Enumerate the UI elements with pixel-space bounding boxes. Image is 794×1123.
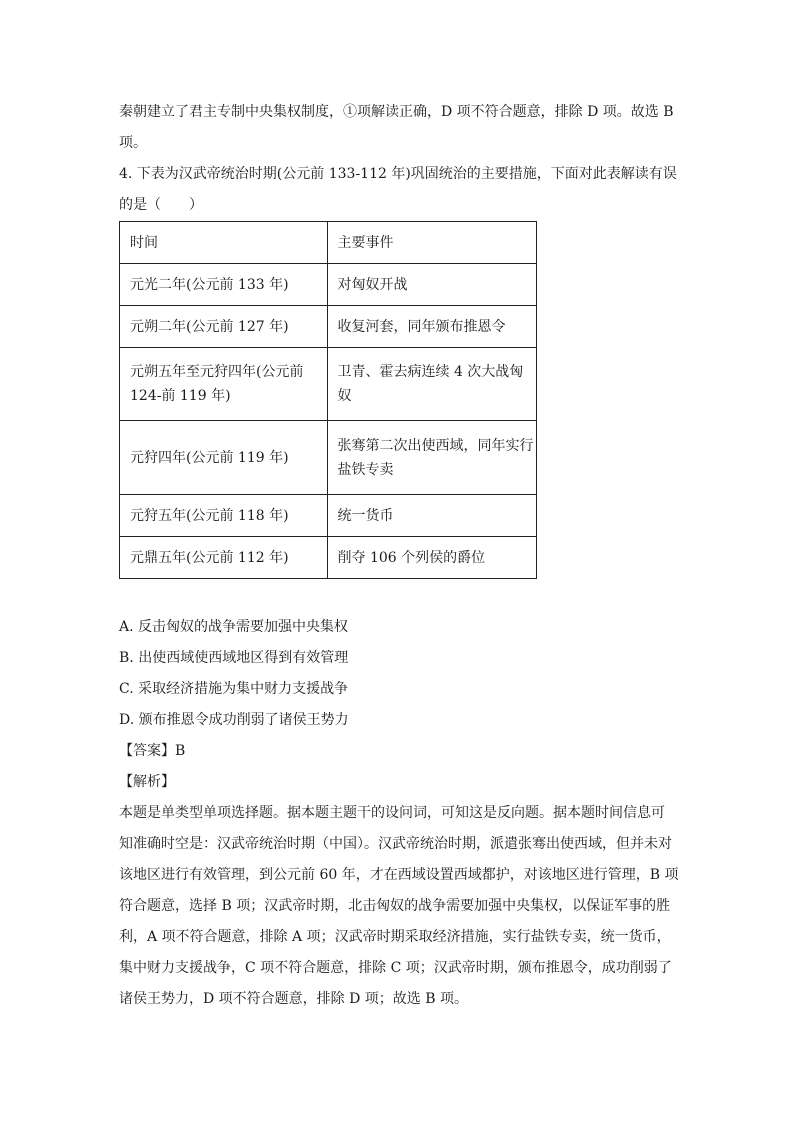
analysis-line-7: 诸侯王势力，D 项不符合题意，排除 D 项；故选 B 项。: [119, 991, 468, 1007]
table-row: [120, 495, 537, 537]
table-cell-event: 张骞第二次出使西域，同年实行盐铁专卖: [327, 421, 537, 495]
table-cell-event: 收复河套，同年颁布推恩令: [327, 306, 537, 348]
table-row: [120, 348, 537, 421]
table-cell-time: 元光二年(公元前 133 年): [120, 264, 328, 306]
table-cell-event: 削夺 106 个列侯的爵位: [327, 537, 537, 579]
option-d: D. 颁布推恩令成功削弱了诸侯王势力: [119, 712, 349, 728]
table-cell-event: 卫青、霍去病连续 4 次大战匈奴: [327, 348, 537, 421]
analysis-line-2: 知准确时空是：汉武帝统治时期（中国）。汉武帝统治时期，派遣张骞出使西域，但并未对: [119, 836, 672, 852]
table-cell-time: 元鼎五年(公元前 112 年): [120, 537, 328, 579]
measures-table: [119, 221, 537, 579]
analysis-line-5: 利，A 项不符合题意，排除 A 项；汉武帝时期采取经济措施，实行盐铁专卖，统一货币，: [119, 929, 671, 945]
question-stem-line-2: 的是（ ）: [119, 197, 203, 213]
table-cell-time: 元狩五年(公元前 118 年): [120, 495, 328, 537]
analysis-line-3: 该地区进行有效管理，到公元前 60 年，才在西域设置西域都护，对该地区进行管理，B 项: [119, 867, 679, 883]
analysis-line-6: 集中财力支援战争，C 项不符合题意，排除 C 项；汉武帝时期，颁布推恩令，成功削弱了: [119, 960, 672, 976]
question-stem-line-1: 4. 下表为汉武帝统治时期(公元前 133-112 年)巩固统治的主要措施，下面对此表解读有误: [119, 166, 677, 182]
intro-line-2: 项。: [119, 135, 147, 151]
analysis-heading: 【解析】: [119, 774, 175, 790]
table-cell-time: 元朔五年至元狩四年(公元前 124-前 119 年): [120, 348, 328, 421]
table-cell-time: 元朔二年(公元前 127 年): [120, 306, 328, 348]
analysis-line-4: 符合题意，选择 B 项；汉武帝时期，北击匈奴的战争需要加强中央集权，以保证军事的胜: [119, 898, 671, 914]
table-header-event: 主要事件: [327, 222, 537, 264]
answer-line: 【答案】B: [119, 743, 186, 759]
option-c: C. 采取经济措施为集中财力支援战争: [119, 681, 349, 697]
table-row: [120, 264, 537, 306]
table-cell-time: 元狩四年(公元前 119 年): [120, 421, 328, 495]
table-row: [120, 306, 537, 348]
table-row: [120, 537, 537, 579]
table-header-row: [120, 222, 537, 264]
table-header-time: 时间: [120, 222, 328, 264]
option-a: A. 反击匈奴的战争需要加强中央集权: [119, 619, 349, 635]
option-b: B. 出使西域使西域地区得到有效管理: [119, 650, 349, 666]
intro-line-1: 秦朝建立了君主专制中央集权制度，①项解读正确，D 项不符合题意，排除 D 项。故选 B: [119, 104, 674, 120]
table-cell-event: 统一货币: [327, 495, 537, 537]
table-cell-event: 对匈奴开战: [327, 264, 537, 306]
table-row: [120, 421, 537, 495]
analysis-line-1: 本题是单类型单项选择题。据本题主题干的设问词，可知这是反向题。据本题时间信息可: [119, 805, 665, 821]
